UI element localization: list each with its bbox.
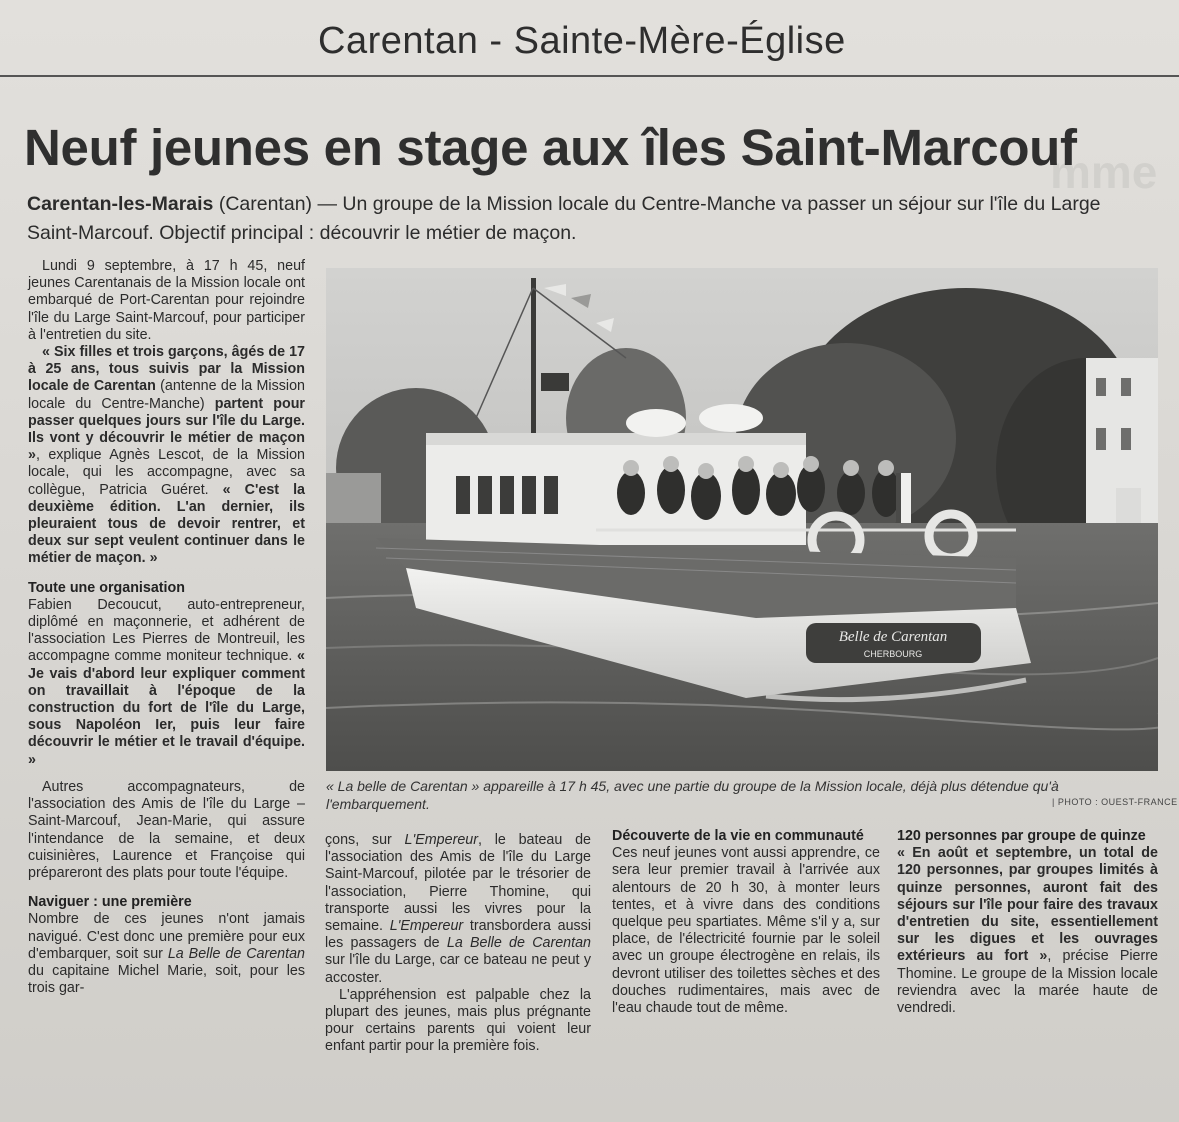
article-column-1 — [28, 258, 305, 997]
text-span: , explique Agnès Lescot, de la Mission locale, qui les accompagne, avec sa collègue, Patricia Guéret. — [28, 447, 305, 498]
article-column-2 — [325, 832, 591, 1056]
italic-title: La Belle de Carentan — [167, 945, 306, 962]
quote-bold: « C'est la deuxième édition. L'an dernier, ils pleuraient tous de devoir rentrer, et deux sur sept veulent continuer dans le métier de maçon. » — [28, 481, 305, 567]
quote-bold: « En août et septembre, un total de 120 personnes, par groupes limités à quinze personnes, auront fait des séjours sur l'île pour faire des travaux d'entretien du site, essentiellement sur les digues et les ouvrages extérieurs au fort » — [897, 845, 1158, 965]
photo-caption: « La belle de Carentan » appareille à 17 h 45, avec une partie du groupe de la Mission locale, déjà plus détendue qu'à l'embarquement. — [326, 778, 1059, 812]
bleed-through-text: mme — [1050, 146, 1158, 198]
article-lead — [27, 190, 1147, 248]
boat-photo-illustration — [326, 268, 1158, 771]
quote-bold: « Je vais d'abord leur expliquer comment on travaillait à l'époque de la construction du fort de l'île du Large, sous Napoléon Ier, puis leur faire découvrir le métier et le travail d'équipe. » — [28, 648, 305, 768]
subheading: 120 personnes par groupe de quinze — [897, 828, 1146, 844]
italic-title: L'Empereur — [404, 832, 478, 848]
quote-bold: « Six filles et trois garçons, âgés de 17 à 25 ans, tous suivis par la Mission locale de Carentan — [28, 344, 305, 395]
text-span: , le bateau de l'association des Amis de l'île du Large Saint-Marcouf, pilotée par le trésorier de l'association, Pierre Thomine, qui transporte aussi les vivres pour la semaine. — [325, 832, 591, 935]
paragraph — [897, 845, 1158, 1017]
text-span: (antenne de la Mission locale du Centre-Manche) — [28, 378, 305, 412]
italic-title: La Belle de Carentan — [446, 935, 592, 952]
text-span: , précise Pierre Thomine. Le groupe de la Mission locale reviendra avec la marée haute de vendredi. — [897, 948, 1158, 1017]
paragraph: Ces neuf jeunes vont aussi apprendre, ce sera leur premier travail à l'arrivée aux alentours de 20 h 30, à monter leurs tentes, et à vivre dans des conditions quelque peu spartiates. Même s'il y a, sur place, de l'électricité fournie par le soleil avec un groupe électrogène en relais, ils devront utiliser des toilettes sèches et des douches rudimentaires, mais avec de l'eau chaude tout de même. — [612, 845, 880, 1017]
subheading: Toute une organisation — [28, 579, 186, 596]
lead-place: Carentan-les-Marais — [27, 193, 214, 215]
text-span: transbordera aussi les passagers de — [325, 918, 592, 952]
article-photo — [326, 268, 1158, 771]
article-column-4 — [897, 828, 1158, 1017]
paragraph — [28, 911, 305, 997]
paragraph: Lundi 9 septembre, à 17 h 45, neuf jeunes Carentanais de la Mission locale ont embarqué de Port-Carentan pour rejoindre l'île du Large Saint-Marcouf, pour participer à l'entretien du site. — [28, 258, 305, 343]
boat-port: CHERBOURG — [863, 649, 923, 659]
paragraph — [325, 832, 591, 987]
article-column-3 — [612, 828, 880, 1017]
section-title: Carentan - Sainte-Mère-Église — [318, 20, 846, 62]
text-span: sur l'île du Large, car ce bateau ne peut y accoster. — [325, 952, 591, 986]
boat-name: Belle de Carentan — [838, 629, 948, 645]
header-rule — [0, 75, 1179, 77]
lead-text: Un groupe de la Mission locale du Centre-Manche va passer un séjour sur l'île du Large Saint-Marcouf. Objectif principal : découvrir le métier de maçon. — [27, 193, 1101, 244]
text-span: çons, sur — [325, 832, 405, 848]
subheading: Découverte de la vie en communauté — [612, 828, 864, 844]
article-headline: Neuf jeunes en stage aux îles Saint-Marcouf — [24, 119, 1077, 176]
photo-credit: | PHOTO : OUEST-FRANCE — [1052, 797, 1178, 807]
paragraph: L'appréhension est palpable chez la plupart des jeunes, mais plus prégnante pour certains parents qui voient leur enfant partir pour la première fois. — [325, 986, 591, 1055]
text-span: du capitaine Michel Marie, soit, pour les trois gar- — [28, 962, 305, 997]
subheading: Naviguer : une première — [28, 894, 192, 911]
italic-title: L'Empereur — [389, 918, 464, 935]
paragraph: Autres accompagnateurs, de l'association des Amis de l'île du Large – Saint-Marcouf, Jean-Marie, qui assure l'intendance de la semaine, et deux cuisinières, Laurence et Françoise qui prépareront des plats pour toute l'équipe. — [28, 778, 305, 881]
paragraph — [28, 344, 305, 568]
quote-bold: partent pour passer quelques jours sur l'île du Large. Ils vont y découvrir le métier de maçon » — [28, 395, 305, 464]
paragraph — [28, 597, 305, 769]
lead-place-sub: (Carentan) — — [213, 193, 343, 215]
text-span: Fabien Decoucut, auto-entrepreneur, diplômé en maçonnerie, et adhérent de l'association Les Pierres de Montreuil, les accompagne comme moniteur technique. — [28, 596, 305, 665]
text-span: Nombre de ces jeunes n'ont jamais navigué. C'est donc une première pour eux d'embarquer, soit sur — [28, 911, 305, 962]
